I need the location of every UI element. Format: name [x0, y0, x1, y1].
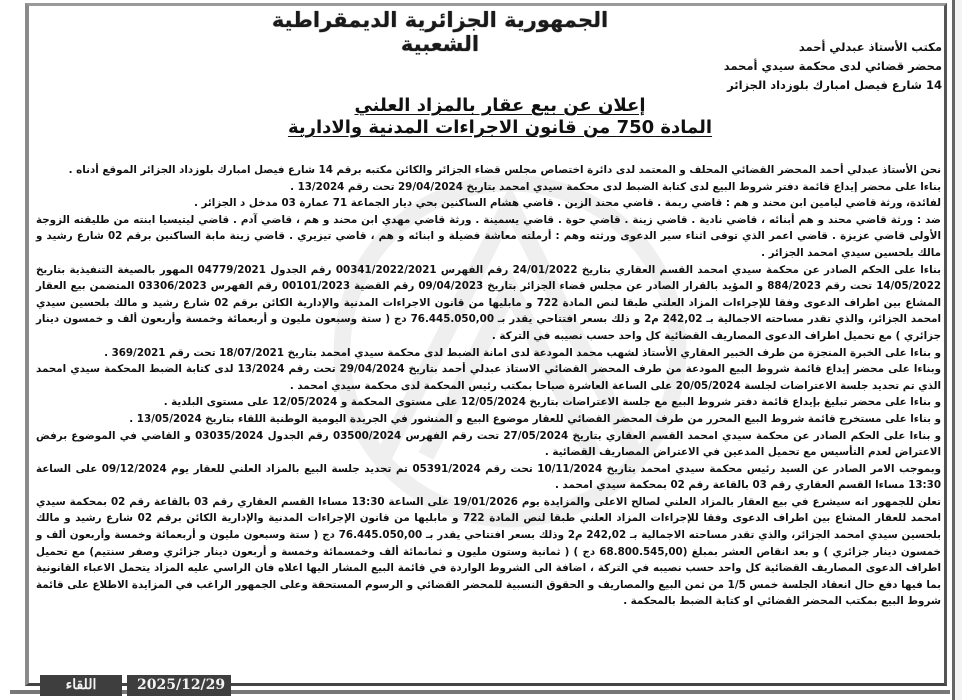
title-line-1: إعلان عن بيع عقار بالمزاد العلني [354, 95, 646, 116]
newspaper-name-tag: اللقاء [40, 675, 122, 696]
announcement-body [36, 162, 941, 610]
adjacent-column-edge [952, 0, 962, 700]
paragraph-beneficiaries: لفائدة، ورثة قاضي ليامين ابن محند و هم : قاضي ربمة . قاضي محند الزين . قاضي هشام الساكنين بحي ديار الجماعة 71 عمارة 03 مدخل د الجزائر . [193, 197, 941, 210]
paragraph-notification: و بناءا على محضر تبليغ بإيداع قائمة دفتر شروط البيع مع جلسة الاعتراضات بتاريخ 12/05/2024 على مستوى المحكمة و 12/05/2024 على مستوى البلدية . [163, 396, 941, 409]
announcement-title [240, 95, 760, 139]
office-title: محضر قضائي لدى محكمة سيدي أمحمد [723, 59, 942, 73]
bailiff-office-block [622, 38, 942, 95]
paragraph-intro: نحن الأستاذ عبدلي أحمد المحضر القضائي المحلف و المعتمد لدى دائرة اختصاص مجلس قضاء الجزائر والكائن مكتبه برقم 14 شارع فيصل امبارك بلوزداد الجزائر الموقع أدناه . [68, 164, 941, 176]
paragraph-order: وبموجب الامر الصادر عن السيد رئيس محكمة سيدي امحمد بتاريخ 10/11/2024 تحت رقم 05391/2024 تم تحديد جلسة البيع بالمزاد العلني للعقار يوم 09/12/2024 على الساعة 13:30 مساءا القسم العقاري رقم 03 بالقاعة رقم 02 بمحكمة سيدي امحمد . [36, 462, 942, 492]
office-address: 14 شارع فيصل امبارك بلوزداد الجزائر [727, 78, 942, 92]
paragraph-deposit: بناءا على محضر إيداع قائمة دفتر شروط البيع لدى كتابة الضبط لدى محكمة سيدي امحمد بتاريخ 29/04/2024 تحت رقم 13/2024 . [290, 180, 941, 193]
paragraph-publication: و بناءا على مستخرج قائمة شروط البيع المحرر من طرف المحضر القضائي للعقار موضوع البيع و المنشور في الجريدة اليومية الوطنية اللقاء بتاريخ 13/05/2024 . [129, 412, 941, 425]
paragraph-public-notice: تعلن للجمهور انه سيشرع في بيع العقار بالمزاد العلني لصالح الاعلى والمزايدة يوم 19/01/2026 على الساعة 13:30 مساءا القسم العقاري رقم 03 بالقاعة رقم 02 بمحكمة سيدي امحمد للعقار المشاع بين اطراف الدعوى وفقا للإجراءات المزاد العلني طبقا لنص المادة 722 و مابليها من قانون الإجراءات المدنية والإدارية الكائن برقم 02 شارع رشيد و مالك بلحسين سيدي امحمد الجزائر، والذي تقدر مساحته الاجمالية بـ 242,02 م2 وذلك بسعر افتتاحي يقدر بـ 76.445.050,00 دج ( ستة وسبعون مليون و أربعمائة وخمسة وأربعون ألف و خمسون دينار جزائري ) و بعد انقاص العشر بمبلغ (68.800.545,00 دج ) ( ثمانية وستون مليون و ثمانمائة ألف وخمسمائة وخمسة و أربعون دينار جزائري وصفر سنتيم) مع تحميل اطراف الدعوى المصاريف القضائية كل واحد حسب نصيبه في التركة ، اضافة الى الشروط الواردة في قائمة البيع المشار اليها اعلاه فان الراسي عليه المزاد يتحمل الاعباء القانونية بما فيها دفع حال انعقاد الجلسة خمس 1/5 من ثمن البيع والمصاريف و الحقوق النسبية للمحضر القضائي و الرسوم المستحقة وعلى الجمهور الراغب في المزايدة الاطلاع على قائمة شروط البيع بمكتب المحضر القضائي او كتابة الضبط بالمحكمة . [36, 495, 942, 608]
office-name: مكتب الأستاذ عبدلي أحمد [798, 40, 942, 54]
paragraph-judgment: بناءا على الحكم الصادر عن محكمة سيدي امحمد القسم العقاري بتاريخ 24/01/2022 رقم الفهرس 00341/2022/2021 رقم الجدول 04779/2021 المهور بالصيغة التنفيذية بتاريخ 14/05/2022 تحت رقم 884/2023 و المؤيد بالقرار الصادر عن مجلس قضاء الجزائر بتاريخ 09/04/2023 رقم القضية 00101/2023 رقم الفهرس 03306/2023 المتضمن بيع العقار المشاع بين اطراف الدعوى وفقا للإجراءات المزاد العلني طبقا لنص المادة 722 و مابليها من قانون الاجراءات المدنية والإدارية الكائن برقم 02 شارع رشيد و مالك بلحسين سيدي امحمد الجزائر، والذي تقدر مساحته الاجمالية بـ 242,02 م2 و ذلك بسعر افتتاحي يقدر بـ 76.445.050,00 دج ( ستة وسبعون مليون و أربعمائة وخمسة وأربعون ألف و خمسون دينار جزائري ) مع تحميل اطراف الدعوى المصاريف القضائية كل واحد حسب نصيبه في التركة . [36, 263, 942, 342]
paragraph-objection-ruling: و بناءا على الحكم الصادر عن محكمة سيدي امحمد القسم العقاري بتاريخ 27/05/2024 تحت رقم الفهرس 03500/2024 رقم الجدول 03035/2024 و القاضي في الموضوع برفض الاعتراض لعدم التأسيس مع تحميل المدعين في الاعتراض المصاريف القضائية . [36, 429, 941, 459]
paragraph-expertise: و بناءا على الخبرة المنجزة من طرف الخبير العقاري الأستاذ لشهب محمد المودعة لدى امانة الضبط لدى محكمة سيدي امحمد بتاريخ 18/07/2021 تحت رقم 369/2021 . [104, 346, 941, 359]
publication-date-tag: 2025/12/29 [127, 675, 231, 696]
title-line-2: المادة 750 من قانون الاجراءات المدنية والادارية [287, 117, 713, 138]
paragraph-defendants: ضد : ورثة قاضي محند و هم أبنائه ، قاضي نادية . قاضي زينة . قاضي حوة . قاضي يسمينة . ورثة قاضي مهدي ابن محند و هم ، قاضي آدم . قاضي ليتيسيا ابنته من طليقته الزوجة الأولى قاضي عزيزة . قاضي اعمر الذي توفى اثناء سير الدعوى ورثته وهم : أرملته معاشة فضيلة و ابنائه و هم ، قاضي تيزيري . قاضي زينة مابة الساكنين برقم 02 شارع رشيد و مالك بلحسين سيدي امحمد الجزائر . [36, 213, 941, 259]
republic-heading: الجمهورية الجزائرية الديمقراطية الشعبية [271, 8, 609, 56]
publication-footer [40, 675, 231, 696]
paragraph-conditions-deposit: وبناءا على محضر إيداع قائمة شروط البيع المودعة من طرف المحضر القضائي الاستاذ عبدلي أحمد بتاريخ 29/04/2024 تحت رقم 13/2024 لدى كتابة الضبط المحكمة سيدي امحمد الذي تم تحديد جلسة الاعتراضات لجلسة 20/05/2024 على الساعة العاشرة صباحا بمكتب رئيس المحكمة لدى محكمة سيدي امحمد . [36, 363, 941, 392]
